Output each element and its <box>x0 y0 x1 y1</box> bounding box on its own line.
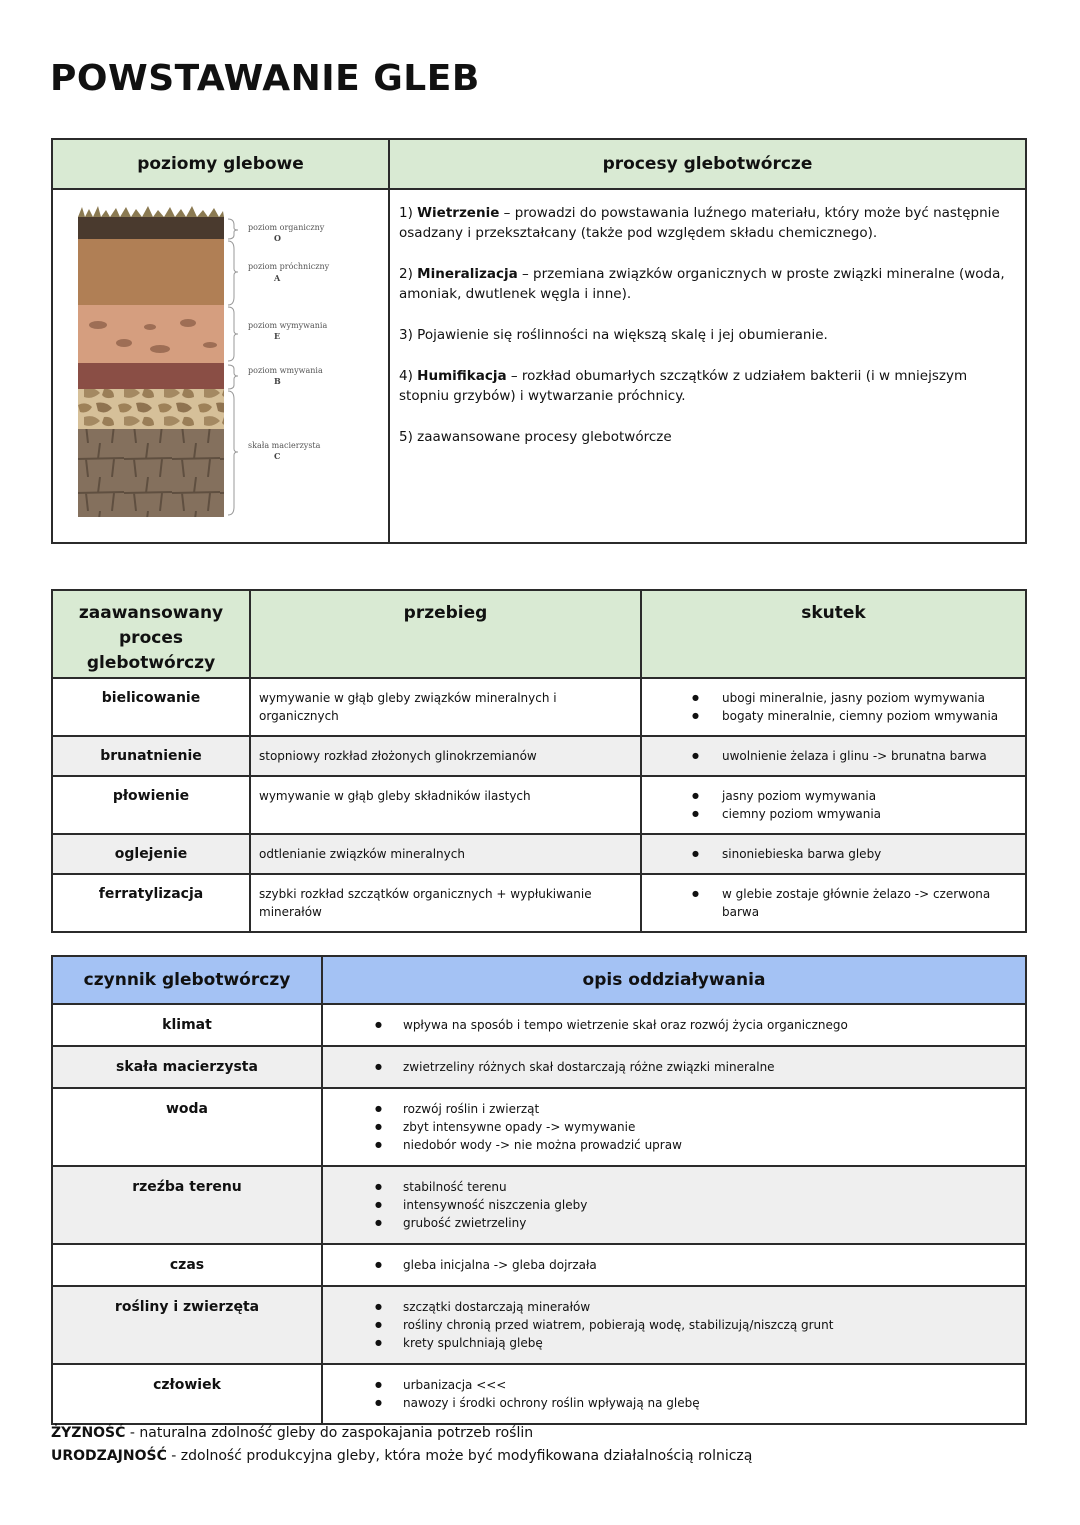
list-item: ● intensywność niszczenia gleby <box>403 1196 1017 1214</box>
factor-name: czas <box>52 1244 322 1286</box>
horizon-letter-c: C <box>274 451 281 461</box>
table-row <box>52 1244 1026 1286</box>
soil-profile-diagram <box>76 205 366 525</box>
page-title: POWSTAWANIE GLEB <box>50 58 480 99</box>
process-course: szybki rozkład szczątków organicznych + wypłukiwanie minerałów <box>250 874 641 932</box>
header-proces: zaawansowany proces glebotwórczy <box>52 590 250 678</box>
factor-description <box>322 1046 1026 1088</box>
soil-profile-illustration <box>76 205 366 525</box>
list-item: ● nawozy i środki ochrony roślin wpływają na glebę <box>403 1394 1017 1412</box>
process-course: odtlenianie związków mineralnych <box>250 834 641 874</box>
factor-name: rośliny i zwierzęta <box>52 1286 322 1364</box>
table-row <box>52 834 1026 874</box>
process-course: stopniowy rozkład złożonych glinokrzemianów <box>250 736 641 776</box>
list-item: ● sinoniebieska barwa gleby <box>722 845 1017 863</box>
table-row <box>52 1166 1026 1244</box>
factor-description <box>322 1364 1026 1424</box>
header-procesy-glebotworcze: procesy glebotwórcze <box>389 139 1026 189</box>
list-item: ● bogaty mineralnie, ciemny poziom wmywania <box>722 707 1017 725</box>
list-item: ● zbyt intensywne opady -> wymywanie <box>403 1118 1017 1136</box>
table-row <box>52 1046 1026 1088</box>
list-item: ● gleba inicjalna -> gleba dojrzała <box>403 1256 1017 1274</box>
table-row <box>52 736 1026 776</box>
process-item: 4) Humifikacja – rozkład obumarłych szczątków z udziałem bakterii (i w mniejszym stopniu grzybów) i wytwarzanie próchnicy. <box>399 368 968 404</box>
table-row <box>52 189 1026 543</box>
list-item: ● niedobór wody -> nie można prowadzić upraw <box>403 1136 1017 1154</box>
process-list <box>391 191 1024 447</box>
process-effect <box>641 736 1026 776</box>
process-effect <box>641 834 1026 874</box>
process-effect <box>641 776 1026 834</box>
definition-urodzajnosc: URODZAJNOŚĆ - zdolność produkcyjna gleby, która może być modyfikowana działalnością rolniczą <box>51 1448 753 1464</box>
definition-zyznosc: ŻYZNOŚĆ - naturalna zdolność gleby do zaspokajania potrzeb roślin <box>51 1425 534 1441</box>
list-item: ● szczątki dostarczają minerałów <box>403 1298 1017 1316</box>
horizon-letter-b: B <box>274 376 281 386</box>
factor-name: człowiek <box>52 1364 322 1424</box>
list-item: ● stabilność terenu <box>403 1178 1017 1196</box>
header-poziomy-glebowe: poziomy glebowe <box>52 139 389 189</box>
advanced-processes-table <box>51 589 1027 933</box>
factor-description <box>322 1244 1026 1286</box>
list-item: ● rozwój roślin i zwierząt <box>403 1100 1017 1118</box>
header-czynnik: czynnik glebotwórczy <box>52 956 322 1004</box>
process-item: 1) Wietrzenie – prowadzi do powstawania luźnego materiału, który może być następnie osadzany i przekształcany (także pod względem składu chemicznego). <box>399 205 1000 241</box>
factor-name: rzeźba terenu <box>52 1166 322 1244</box>
horizon-label-b: poziom wmywania <box>248 366 323 375</box>
table-row <box>52 776 1026 834</box>
horizon-letter-a: A <box>274 273 281 283</box>
header-przebieg: przebieg <box>250 590 641 678</box>
factor-name: klimat <box>52 1004 322 1046</box>
list-item: ● krety spulchniają glebę <box>403 1334 1017 1352</box>
factor-description <box>322 1004 1026 1046</box>
process-name: brunatnienie <box>52 736 250 776</box>
factor-name: woda <box>52 1088 322 1166</box>
header-skutek: skutek <box>641 590 1026 678</box>
processes-cell <box>389 189 1026 543</box>
list-item: ● grubość zwietrzeliny <box>403 1214 1017 1232</box>
list-item: ● uwolnienie żelaza i glinu -> brunatna barwa <box>722 747 1017 765</box>
process-effect <box>641 874 1026 932</box>
list-item: ● w glebie zostaje głównie żelazo -> czerwona barwa <box>722 885 1017 921</box>
horizon-label-c: skała macierzysta <box>248 441 321 450</box>
factor-name: skała macierzysta <box>52 1046 322 1088</box>
horizon-label-e: poziom wymywania <box>248 321 328 330</box>
table-row <box>52 1364 1026 1424</box>
soil-factors-table <box>51 955 1027 1425</box>
factor-description <box>322 1166 1026 1244</box>
process-name: oglejenie <box>52 834 250 874</box>
table-row <box>52 1088 1026 1166</box>
process-item: 2) Mineralizacja – przemiana związków organicznych w proste związki mineralne (woda, amoniak, dwutlenek węgla i inne). <box>399 266 1005 302</box>
horizon-label-o: poziom organiczny <box>248 223 325 232</box>
table-header-row <box>52 956 1026 1004</box>
process-name: płowienie <box>52 776 250 834</box>
list-item: ● rośliny chronią przed wiatrem, pobierają wodę, stabilizują/niszczą grunt <box>403 1316 1017 1334</box>
table-header-row <box>52 590 1026 678</box>
horizon-letter-o: O <box>274 233 281 243</box>
process-item: 3) Pojawienie się roślinności na większą skalę i jej obumieranie. <box>399 327 828 343</box>
list-item: ● ubogi mineralnie, jasny poziom wymywania <box>722 689 1017 707</box>
table-row <box>52 1004 1026 1046</box>
list-item: ● zwietrzeliny różnych skał dostarczają różne związki mineralne <box>403 1058 1017 1076</box>
process-name: ferratylizacja <box>52 874 250 932</box>
process-course: wymywanie w głąb gleby związków mineralnych i organicznych <box>250 678 641 736</box>
process-course: wymywanie w głąb gleby składników ilastych <box>250 776 641 834</box>
list-item: ● jasny poziom wymywania <box>722 787 1017 805</box>
horizon-label-a: poziom próchniczny <box>248 262 330 271</box>
soil-profile-cell <box>52 189 389 543</box>
process-item: 5) zaawansowane procesy glebotwórcze <box>399 429 672 445</box>
soil-horizons-table <box>51 138 1027 544</box>
factor-description <box>322 1088 1026 1166</box>
table-header-row <box>52 139 1026 189</box>
table-row <box>52 1286 1026 1364</box>
process-effect <box>641 678 1026 736</box>
list-item: ● urbanizacja <<< <box>403 1376 1017 1394</box>
process-name: bielicowanie <box>52 678 250 736</box>
horizon-letter-e: E <box>274 331 281 341</box>
table-row <box>52 678 1026 736</box>
table-row <box>52 874 1026 932</box>
header-opis: opis oddziaływania <box>322 956 1026 1004</box>
list-item: ● ciemny poziom wmywania <box>722 805 1017 823</box>
list-item: ● wpływa na sposób i tempo wietrzenie skał oraz rozwój życia organicznego <box>403 1016 1017 1034</box>
factor-description <box>322 1286 1026 1364</box>
